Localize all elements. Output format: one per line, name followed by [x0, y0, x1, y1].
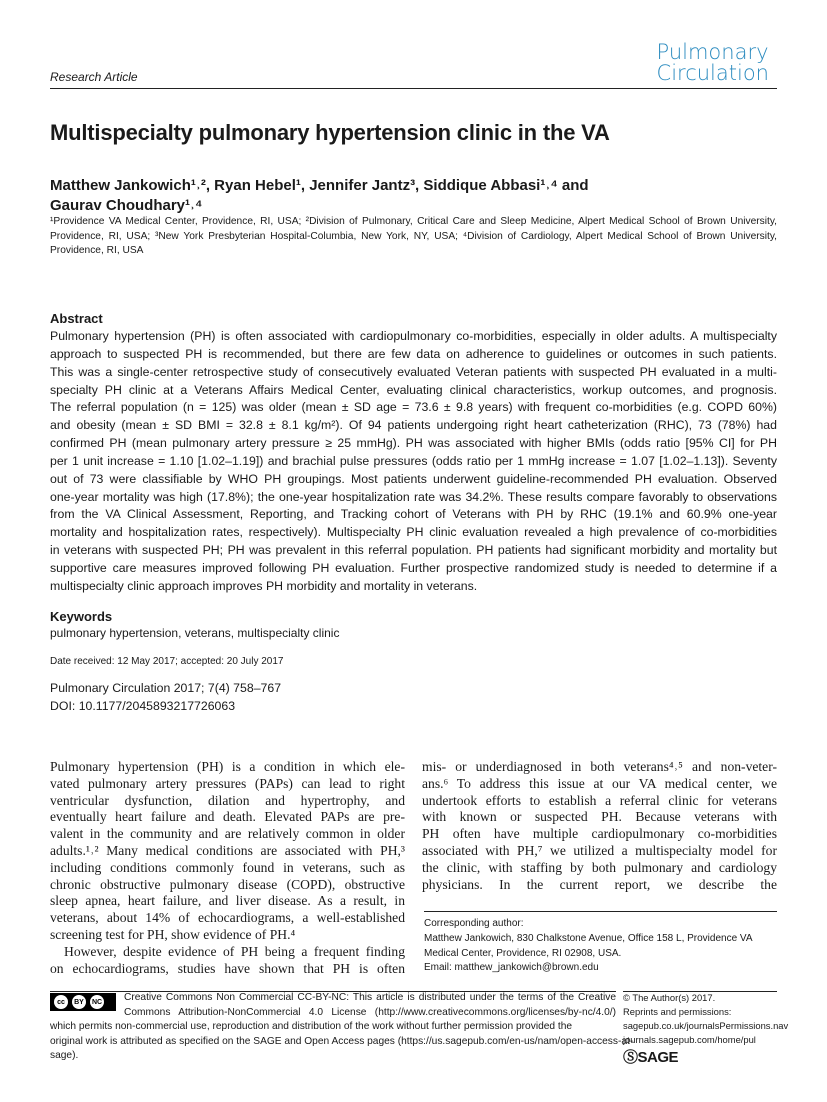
dates: Date received: 12 May 2017; accepted: 20 July 2017 — [50, 656, 284, 667]
affiliation-line: Providence, RI, USA — [50, 245, 144, 256]
text-line: screening test for PH, show evidence of PH.⁴ — [50, 926, 296, 942]
by-icon: BY — [72, 995, 86, 1009]
corresponding-address: Matthew Jankowich, 830 Chalkstone Avenue, Office 158 L, Providence VA — [424, 932, 753, 944]
citation — [50, 679, 281, 715]
license-line: Creative Commons Non Commercial CC-BY-NC: This article is distributed under the terms of the Creative — [124, 992, 616, 1003]
corresponding-label: Corresponding author: — [424, 918, 524, 929]
text-line: The referral population (n = 125) was older (mean ± SD age = 73.6 ± 9.8 years) with frequent co-morbidities (e.g. COPD 60%) — [50, 400, 777, 415]
text-line: veterans, about 14% of echocardiograms, a well-established — [50, 910, 405, 926]
nc-icon: NC — [90, 995, 104, 1009]
abstract-body — [50, 328, 777, 596]
journal-logo-line2: Circulation — [656, 61, 769, 85]
text-line: PH often have multiple cardiopulmonary co-morbidities — [422, 826, 777, 842]
cc-by-nc-badge[interactable] — [50, 993, 116, 1011]
affiliation-line: ¹Providence VA Medical Center, Providence, RI, USA; ²Division of Pulmonary, Critical Care and Sleep Medicine, Alpert Medical School of Brown University, — [50, 216, 777, 227]
corresponding-author — [424, 917, 753, 976]
corresponding-email[interactable]: Email: matthew_jankowich@brown.edu — [424, 962, 599, 974]
license-line: Commons Attribution-NonCommercial 4.0 License (http://www.creativecommons.org/licenses/by-nc/4.0/) — [124, 1006, 616, 1018]
text-line: ans.⁶ To address this issue at our VA medical center, we — [422, 775, 777, 791]
text-line: Pulmonary hypertension (PH) is a condition in which ele- — [50, 759, 405, 774]
text-line: valent in the community and are relatively common in older — [50, 826, 405, 842]
text-line: physicians. In the current report, we describe the — [422, 876, 777, 892]
text-line: However, despite evidence of PH being a frequent finding — [64, 943, 405, 959]
text-line: supportive care measures improved following PH evaluation. Further prospective randomized study is needed to determine if a — [50, 560, 777, 575]
copyright: © The Author(s) 2017. — [623, 992, 716, 1003]
text-line: mis- or underdiagnosed in both veterans⁴˒⁵ and non-veter- — [422, 759, 777, 774]
text-line: one-year mortality was high (17.8%); the one-year hospitalization rate was 34.2%. These results compare favorably to observations — [50, 489, 777, 504]
text-line: chronic obstructive pulmonary disease (COPD), obstructive — [50, 876, 405, 892]
text-line: mortality and hospitalization rates, respectively). Multispecialty PH clinic evaluation revealed a high prevalence of co-morbidities — [50, 525, 777, 540]
sage-logo-text: SAGE — [637, 1049, 679, 1066]
article-title: Multispecialty pulmonary hypertension clinic in the VA — [50, 120, 610, 145]
body-column-left — [50, 759, 405, 977]
body-column-right — [422, 759, 777, 893]
text-line: the clinic, with staffing by both pulmonary and cardiology — [422, 859, 777, 875]
text-line: multispecialty clinic approach improves PH morbidity and mortality in veterans. — [50, 578, 478, 593]
text-line: specialty PH clinic at a Veterans Affairs Medical Center, evaluating clinical characteristics, workup outcomes, and prognosis. — [50, 382, 777, 397]
text-line: and obesity (mean ± SD BMI = 32.8 ± 8.1 kg/m²). Of 94 patients undergoing right heart catheterization (RHC), 73 (78%) had — [50, 418, 777, 433]
footnote-rule — [424, 911, 777, 912]
text-line: with known or suspected PH. Because veterans with — [422, 809, 777, 825]
article-type: Research Article — [50, 70, 138, 84]
text-line: from the VA Clinical Assessment, Reporting, and Tracking cohort of Veterans with PH by RHC (19.1% and 60.9% one-year — [50, 507, 777, 522]
text-line: Pulmonary hypertension (PH) is often associated with cardiopulmonary co-morbidities, especially in older adults. A multispecialty — [50, 329, 777, 343]
text-line: per 1 unit increase = 1.10 [1.02–1.19]) and brachial pulse pressures (odds ratio per 1 mmHg increase = 1.07 [1.02–1.13]). Seventy — [50, 453, 777, 468]
text-line: approach to suspected PH is recommended, but there are few data on adherence to guidelines or outcomes in such patients. — [50, 346, 777, 361]
abstract-heading: Abstract — [50, 311, 103, 326]
journal-citation: Pulmonary Circulation 2017; 7(4) 758–767 — [50, 681, 282, 695]
license-text — [50, 991, 634, 1064]
permissions-link[interactable]: sagepub.co.uk/journalsPermissions.nav — [623, 1020, 789, 1031]
keywords-heading: Keywords — [50, 609, 113, 624]
text-line: undertook efforts to establish a referral clinic for veterans — [422, 792, 777, 808]
authors-line: Matthew Jankowich¹˒², Ryan Hebel¹, Jennifer Jantz³, Siddique Abbasi¹˒⁴ and — [50, 177, 589, 194]
text-line: associated with PH,⁷ we utilized a multispecialty model for — [422, 842, 777, 858]
cc-icon: cc — [54, 995, 68, 1009]
reprints-label: Reprints and permissions: — [623, 1006, 732, 1017]
rights-info — [623, 991, 788, 1047]
license-line: sage). — [50, 1050, 79, 1062]
text-line: out of 73 were classifiable by WHO PH groupings. Most patients underwent guideline-recommended PH evaluation. Observed — [50, 471, 777, 486]
text-line: confirmed PH (mean pulmonary artery pressure ≥ 25 mmHg). PH was associated with higher BMIs (odds ratio [95% CI] for PH — [50, 436, 777, 451]
corresponding-address: Medical Center, Providence, RI 02908, USA. — [424, 947, 622, 959]
text-line: including conditions commonly found in veterans, such as — [50, 859, 405, 875]
author-list — [50, 176, 589, 216]
sage-s-icon: Ⓢ — [623, 1049, 638, 1066]
affiliation-line: Providence, RI, USA; ³New York Presbyterian Hospital-Columbia, New York, NY, USA; ⁴Division of Cardiology, Alpert Medical School of Brown University, — [50, 230, 777, 242]
doi[interactable]: DOI: 10.1177/2045893217726063 — [50, 699, 236, 713]
text-line: This was a single-center retrospective study of consecutively evaluated Veteran patients with suspected PH evaluated in a multi- — [50, 364, 777, 379]
text-line: vated pulmonary artery pressures (PAPs) can lead to right — [50, 775, 405, 791]
text-line: in veterans with suspected PH; PH was prevalent in this referral population. PH patients had significant morbidity and mortality but — [50, 543, 777, 558]
text-line: eventually heart failure and death. Elevated PAPs are pre- — [50, 809, 405, 825]
journal-logo-line1: Pulmonary — [656, 40, 769, 64]
text-line: sleep apnea, heart failure, and liver disease. As a result, in — [50, 893, 405, 909]
license-line: which permits non-commercial use, reproduction and distribution of the work without further permission provided the — [50, 1021, 573, 1033]
sage-logo — [623, 1046, 678, 1067]
text-line: on echocardiograms, studies have shown that PH is often — [50, 960, 405, 976]
text-line: ventricular dysfunction, dilation and hypertrophy, and — [50, 792, 405, 808]
journal-logo — [657, 42, 769, 84]
affiliations — [50, 215, 777, 259]
authors-line: Gaurav Choudhary¹˒⁴ — [50, 197, 203, 214]
text-line: adults.¹˒² Many medical conditions are associated with PH,³ — [50, 842, 405, 858]
journal-link[interactable]: journals.sagepub.com/home/pul — [623, 1034, 756, 1045]
keywords: pulmonary hypertension, veterans, multispecialty clinic — [50, 626, 340, 640]
license-line: original work is attributed as specified on the SAGE and Open Access pages (https://us.sagepub.com/en-us/nam/open-access-at- — [50, 1035, 634, 1047]
header-rule — [50, 88, 777, 89]
